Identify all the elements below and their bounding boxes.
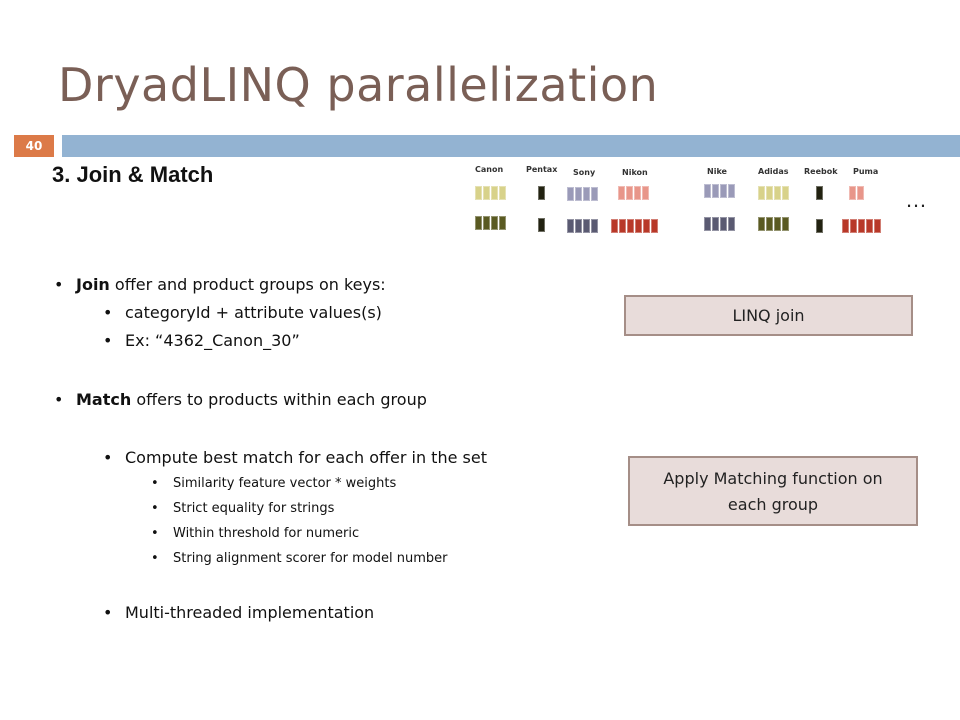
bullet-strict: • Strict equality for strings — [173, 501, 334, 516]
bullet-bold: Match — [76, 390, 132, 409]
offer-block — [704, 217, 736, 231]
offer-block — [567, 187, 599, 201]
block-cell — [774, 217, 781, 231]
block-cell — [858, 219, 865, 233]
block-cell — [583, 219, 590, 233]
block-cell — [643, 219, 650, 233]
block-cell — [728, 184, 735, 198]
group-label: Puma — [853, 167, 879, 176]
block-cell — [538, 186, 545, 200]
block-cell — [758, 217, 765, 231]
block-cell — [626, 186, 633, 200]
block-cell — [618, 186, 625, 200]
brand-groups-diagram — [0, 0, 960, 260]
block-cell — [475, 186, 482, 200]
bullet-similarity: • Similarity feature vector * weights — [173, 476, 396, 491]
block-cell — [766, 186, 773, 200]
offer-block — [538, 218, 546, 232]
offer-block — [758, 186, 790, 200]
block-cell — [483, 216, 490, 230]
bullet-keys: • categoryId + attribute values(s) — [125, 303, 382, 322]
block-cell — [766, 217, 773, 231]
block-cell — [712, 217, 719, 231]
block-cell — [842, 219, 849, 233]
block-cell — [850, 219, 857, 233]
block-cell — [866, 219, 873, 233]
block-cell — [619, 219, 626, 233]
block-cell — [816, 186, 823, 200]
block-cell — [774, 186, 781, 200]
block-cell — [538, 218, 545, 232]
block-cell — [874, 219, 881, 233]
offer-block — [475, 216, 507, 230]
bullet-join — [76, 275, 386, 294]
bullet-text: offers to products within each group — [131, 390, 427, 409]
block-cell — [499, 216, 506, 230]
slide-subtitle: 3. Join & Match — [52, 162, 214, 187]
offer-block — [618, 186, 650, 200]
block-cell — [651, 219, 658, 233]
group-label: Nikon — [622, 168, 648, 177]
apply-matching-box — [628, 456, 918, 526]
block-cell — [627, 219, 634, 233]
block-cell — [491, 186, 498, 200]
bullet-bold: Join — [76, 275, 110, 294]
linq-join-box: LINQ join — [624, 295, 913, 336]
group-label: Canon — [475, 165, 504, 174]
group-label: Reebok — [804, 167, 838, 176]
block-cell — [728, 217, 735, 231]
apply-matching-line2: each group — [727, 495, 819, 514]
apply-matching-line1: Apply Matching function on — [663, 469, 883, 488]
block-cell — [782, 217, 789, 231]
bullet-example: • Ex: “4362_Canon_30” — [125, 331, 300, 350]
bullet-threshold: • Within threshold for numeric — [173, 526, 359, 541]
block-cell — [611, 219, 618, 233]
block-cell — [575, 187, 582, 201]
more-groups-ellipsis: … — [905, 187, 927, 212]
offer-block — [816, 219, 824, 233]
offer-block — [475, 186, 507, 200]
block-cell — [575, 219, 582, 233]
block-cell — [499, 186, 506, 200]
group-label: Sony — [573, 168, 596, 177]
block-cell — [567, 219, 574, 233]
offer-block — [704, 184, 736, 198]
bullet-text: offer and product groups on keys: — [109, 275, 386, 294]
block-cell — [782, 186, 789, 200]
block-cell — [720, 217, 727, 231]
bullet-match — [76, 390, 427, 409]
block-cell — [635, 219, 642, 233]
offer-block — [849, 186, 865, 200]
block-cell — [591, 187, 598, 201]
slide-title: DryadLINQ parallelization — [58, 58, 659, 112]
offer-block — [842, 219, 882, 233]
block-cell — [704, 217, 711, 231]
block-cell — [491, 216, 498, 230]
bullet-alignment: • String alignment scorer for model number — [173, 551, 448, 566]
offer-block — [538, 186, 546, 200]
block-cell — [758, 186, 765, 200]
block-cell — [483, 186, 490, 200]
offer-block — [758, 217, 790, 231]
group-label: Pentax — [526, 165, 558, 174]
block-cell — [567, 187, 574, 201]
block-cell — [591, 219, 598, 233]
block-cell — [583, 187, 590, 201]
slide-number: 40 — [14, 135, 54, 157]
offer-block — [816, 186, 824, 200]
group-label: Adidas — [758, 167, 789, 176]
bullet-multithreaded: • Multi-threaded implementation — [125, 603, 374, 622]
offer-block — [567, 219, 599, 233]
block-cell — [816, 219, 823, 233]
group-label: Nike — [707, 167, 727, 176]
block-cell — [634, 186, 641, 200]
block-cell — [849, 186, 856, 200]
block-cell — [475, 216, 482, 230]
block-cell — [704, 184, 711, 198]
block-cell — [712, 184, 719, 198]
bullet-compute: • Compute best match for each offer in the set — [125, 448, 487, 467]
offer-block — [611, 219, 659, 233]
block-cell — [720, 184, 727, 198]
block-cell — [857, 186, 864, 200]
block-cell — [642, 186, 649, 200]
